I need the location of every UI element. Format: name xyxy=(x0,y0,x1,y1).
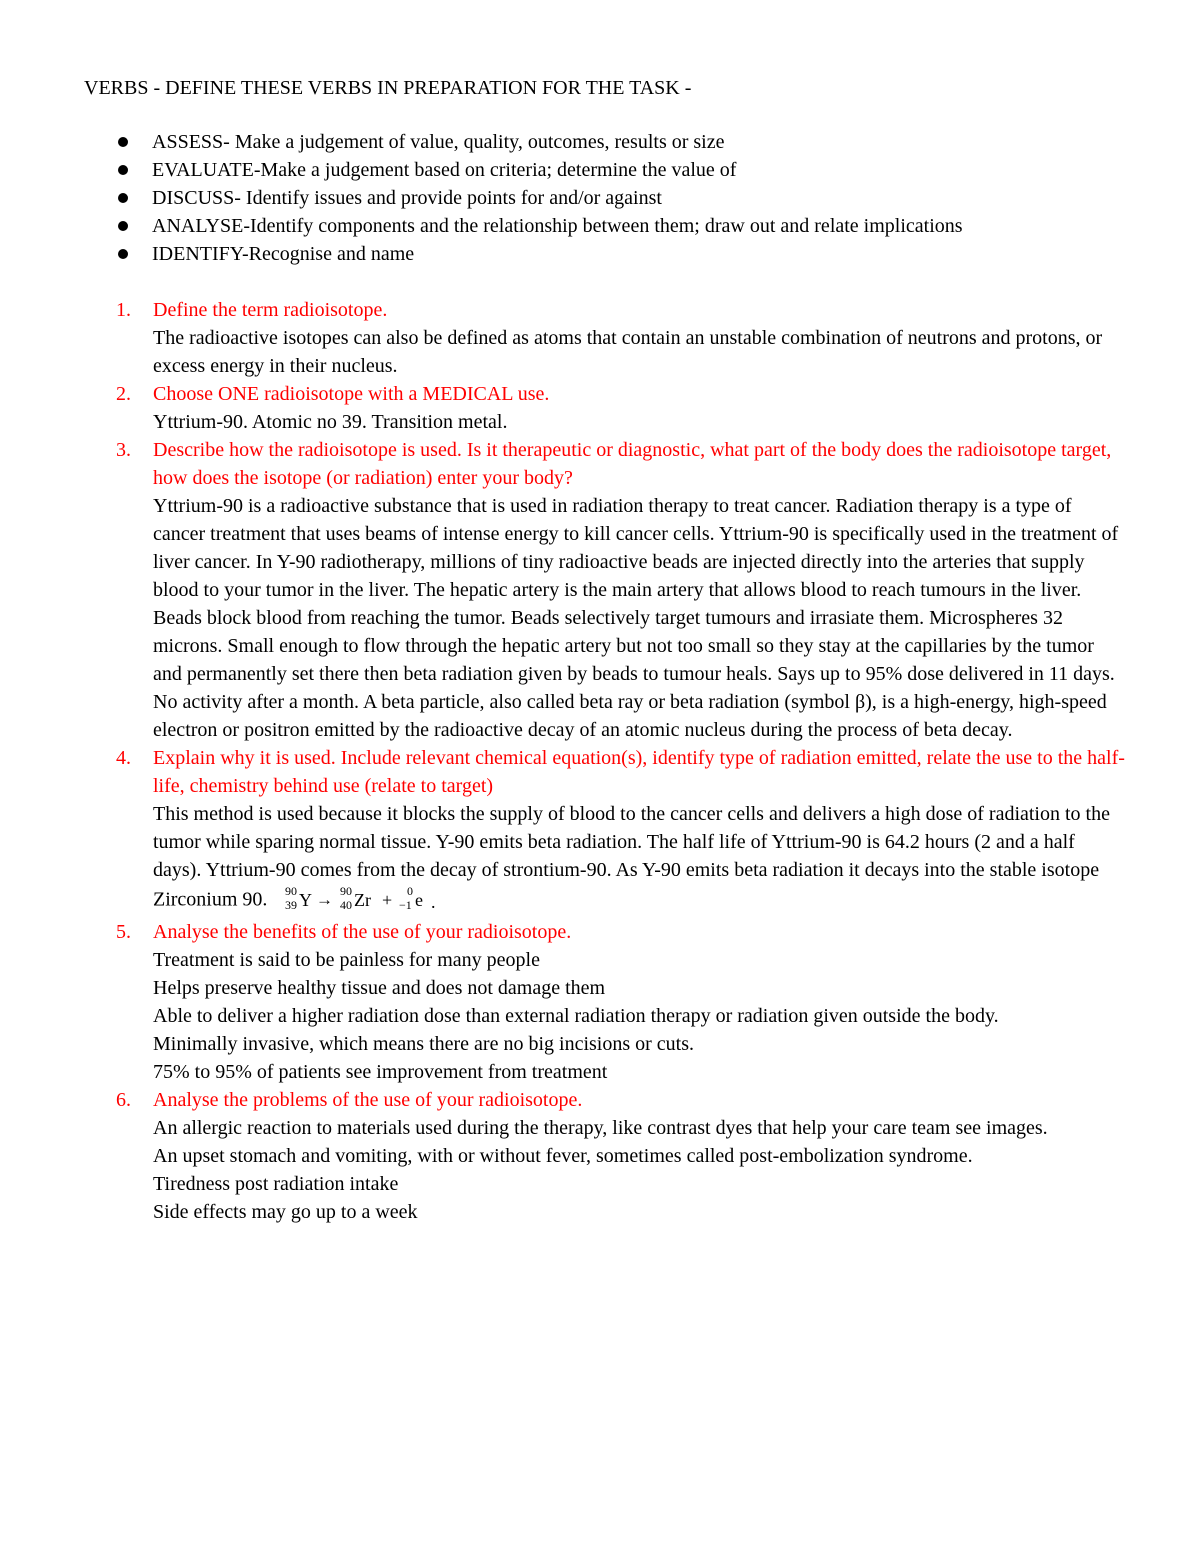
question-number: 6. xyxy=(116,1089,131,1111)
verb-text: DISCUSS- Identify issues and provide points for and/or against xyxy=(152,187,662,209)
question-6 xyxy=(116,1086,1126,1226)
answer-line: Side effects may go up to a week xyxy=(153,1201,418,1223)
plus-symbol: + xyxy=(382,890,393,910)
e-atomic-number: −1 xyxy=(399,898,413,912)
answer-line: An allergic reaction to materials used during the therapy, like contrast dyes that help your care team see images. xyxy=(153,1117,1048,1139)
verb-text: ASSESS- Make a judgement of value, quality, outcomes, results or size xyxy=(152,131,725,153)
verb-item xyxy=(118,156,1138,184)
answer-text: This method is used because it blocks the supply of blood to the cancer cells and delivers a high dose of radiation to the tumor while sparing normal tissue. Y-90 emits beta radiation. The half life of Yttrium-90 is 64.2 hours (2 and a half days). Yttrium-90 comes from the decay of strontium-90. As Y-90 emits beta radiation it decays into the stable isotope Zirconium 90. xyxy=(153,803,1110,911)
question-answer xyxy=(153,324,1126,380)
bullet-icon xyxy=(118,221,128,231)
answer-line: Able to deliver a higher radiation dose than external radiation therapy or radiation given outside the body. xyxy=(153,1005,999,1027)
bullet-icon xyxy=(118,165,128,175)
answer-line: Yttrium-90 is a radioactive substance that is used in radiation therapy to treat cancer. Radiation therapy is a type of cancer treatment that uses beams of intense energy to kill cancer cells. Yttrium-90 is specifically used in the treatment of liver cancer. In Y-90 radiotherapy, millions of tiny radioactive beads are injected directly into the arteries that supply blood to your tumor in the liver. The hepatic artery is the main artery that allows blood to reach tumours in the liver. Beads block blood from reaching the tumor. Beads selectively target tumours and irrasiate them. Microspheres 32 microns. Small enough to flow through the hepatic artery but not too small so they stay at the capillaries by the tumor and permanently set there then beta radiation given by beads to tumour heals. Says up to 95% dose delivered in 11 days. No activity after a month. A beta particle, also called beta ray or beta radiation (symbol β), is a high-energy, high-speed electron or positron emitted by the radioactive decay of an atomic nucleus during the process of beta decay. xyxy=(153,495,1119,741)
verb-item xyxy=(118,240,1138,268)
answer-line: Helps preserve healthy tissue and does not damage them xyxy=(153,977,606,999)
bullet-icon xyxy=(118,193,128,203)
question-1 xyxy=(116,296,1126,380)
question-3 xyxy=(116,436,1126,744)
verb-item xyxy=(118,212,1138,240)
verb-text: IDENTIFY-Recognise and name xyxy=(152,243,415,265)
question-number: 2. xyxy=(116,383,131,405)
answer-line xyxy=(153,800,1126,918)
answer-line: An upset stomach and vomiting, with or without fever, sometimes called post-embolization syndrome. xyxy=(153,1145,973,1167)
question-5 xyxy=(116,918,1126,1086)
question-answer xyxy=(153,492,1126,744)
verb-item xyxy=(118,184,1138,212)
answer-line: Yttrium-90. Atomic no 39. Transition metal. xyxy=(153,411,508,433)
question-prompt: Define the term radioisotope. xyxy=(153,299,388,321)
question-answer xyxy=(153,946,1126,1086)
answer-line: Minimally invasive, which means there are no big incisions or cuts. xyxy=(153,1033,694,1055)
question-list xyxy=(116,296,1126,1226)
bullet-icon xyxy=(118,249,128,259)
question-answer xyxy=(153,408,1126,436)
verb-item xyxy=(118,128,1138,156)
answer-line: 75% to 95% of patients see improvement from treatment xyxy=(153,1061,608,1083)
e-mass-number: 0 xyxy=(407,884,414,898)
verb-text: ANALYSE-Identify components and the relationship between them; draw out and relate implications xyxy=(152,215,963,237)
question-number: 3. xyxy=(116,439,131,461)
question-prompt: Analyse the benefits of the use of your radioisotope. xyxy=(153,921,572,943)
question-prompt: Choose ONE radioisotope with a MEDICAL use. xyxy=(153,383,550,405)
equation-period: . xyxy=(431,892,436,912)
y-atomic-number: 39 xyxy=(285,898,298,912)
answer-line: Treatment is said to be painless for many people xyxy=(153,949,540,971)
question-number: 4. xyxy=(116,747,131,769)
verb-list xyxy=(118,128,1138,268)
verb-text: EVALUATE-Make a judgement based on criteria; determine the value of xyxy=(152,159,737,181)
question-number: 1. xyxy=(116,299,131,321)
question-prompt: Analyse the problems of the use of your radioisotope. xyxy=(153,1089,583,1111)
answer-line: The radioactive isotopes can also be defined as atoms that contain an unstable combination of neutrons and protons, or excess energy in their nucleus. xyxy=(153,327,1103,377)
zr-symbol: Zr xyxy=(354,890,372,910)
question-answer xyxy=(153,800,1126,918)
question-prompt: Describe how the radioisotope is used. Is it therapeutic or diagnostic, what part of the body does the radioisotope target, how does the isotope (or radiation) enter your body? xyxy=(153,439,1112,489)
y-symbol: Y xyxy=(299,890,313,910)
question-2 xyxy=(116,380,1126,436)
arrow-symbol: → xyxy=(316,890,334,909)
page-heading: VERBS - DEFINE THESE VERBS IN PREPARATION FOR THE TASK - xyxy=(84,77,692,99)
question-prompt: Explain why it is used. Include relevant chemical equation(s), identify type of radiation emitted, relate the use to the half-life, chemistry behind use (relate to target) xyxy=(153,747,1125,797)
zr-atomic-number: 40 xyxy=(340,898,353,912)
zr-mass-number: 90 xyxy=(340,884,353,898)
answer-line: Tiredness post radiation intake xyxy=(153,1173,399,1195)
question-answer xyxy=(153,1114,1126,1226)
y-mass-number: 90 xyxy=(285,884,298,898)
bullet-icon xyxy=(118,137,128,147)
question-4 xyxy=(116,744,1126,918)
e-symbol: e xyxy=(415,890,424,910)
question-number: 5. xyxy=(116,921,131,943)
decay-equation xyxy=(281,884,461,918)
